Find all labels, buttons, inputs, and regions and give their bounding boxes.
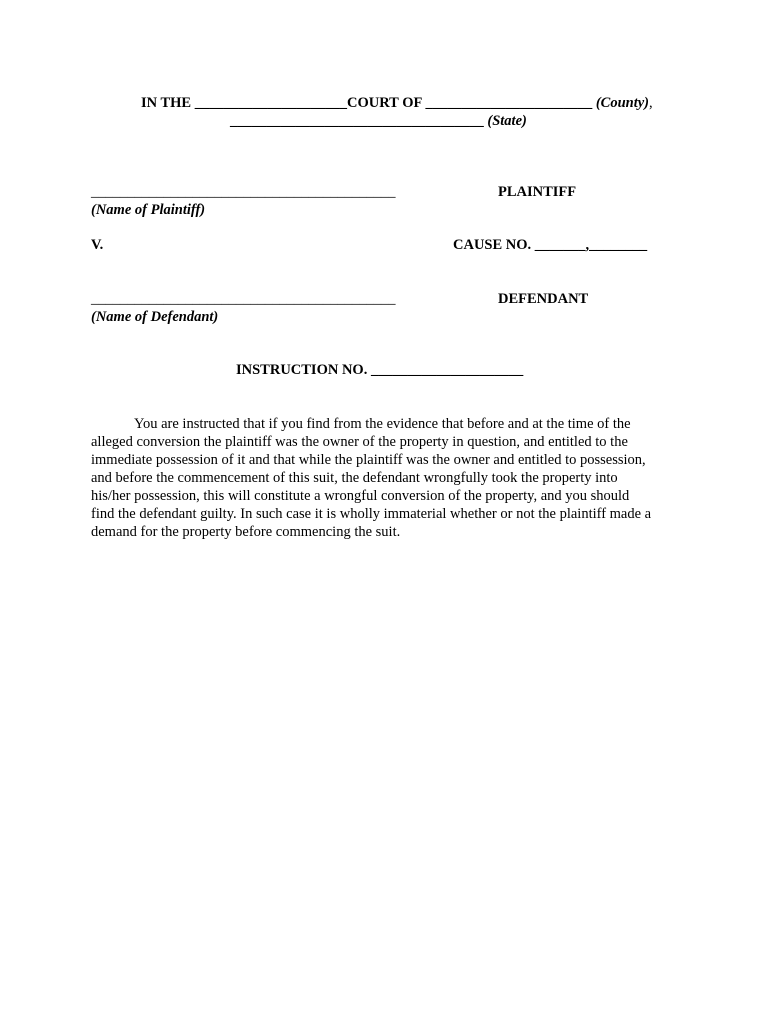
- state-blank: ___________________________________: [230, 113, 484, 129]
- state-caption-line: [230, 112, 527, 130]
- instruction-line: and before the commencement of this suit, the defendant wrongfully took the property into: [91, 470, 618, 486]
- plaintiff-name-blank: __________________________________________: [91, 184, 396, 200]
- instruction-line: find the defendant guilty. In such case it is wholly immaterial whether or not the plaintiff made a: [91, 506, 652, 522]
- court-caption-line: [141, 94, 653, 112]
- court-name-blank: _____________________: [194, 95, 347, 111]
- instruction-line: alleged conversion the plaintiff was the owner of the property in question, and entitled to the: [91, 434, 628, 450]
- instruction-line: immediate possession of it and that while the plaintiff was the owner and entitled to possession,: [91, 452, 646, 468]
- county-blank: _______________________: [425, 95, 593, 111]
- instruction-line: You are instructed that if you find from the evidence that before and at the time of the: [91, 416, 631, 432]
- defendant-name-blank: __________________________________________: [91, 291, 396, 307]
- versus-label: V.: [91, 237, 104, 253]
- instruction-heading: INSTRUCTION NO. _____________________: [236, 362, 524, 378]
- defendant-name-hint: (Name of Defendant): [91, 309, 219, 325]
- court-of-label: COURT OF: [346, 95, 422, 111]
- instruction-line: demand for the property before commencing the suit.: [91, 524, 401, 540]
- county-comma: ,: [648, 95, 653, 111]
- plaintiff-name-hint: (Name of Plaintiff): [91, 202, 206, 218]
- in-the-label: IN THE: [141, 95, 192, 111]
- cause-number: CAUSE NO. _______,________: [453, 237, 648, 253]
- county-label: (County): [595, 95, 649, 111]
- instruction-line: his/her possession, this will constitute a wrongful conversion of the property, and you should: [91, 488, 630, 504]
- plaintiff-label: PLAINTIFF: [498, 184, 577, 200]
- state-label: (State): [487, 113, 527, 129]
- instruction-body: [91, 415, 691, 541]
- defendant-label: DEFENDANT: [498, 291, 589, 307]
